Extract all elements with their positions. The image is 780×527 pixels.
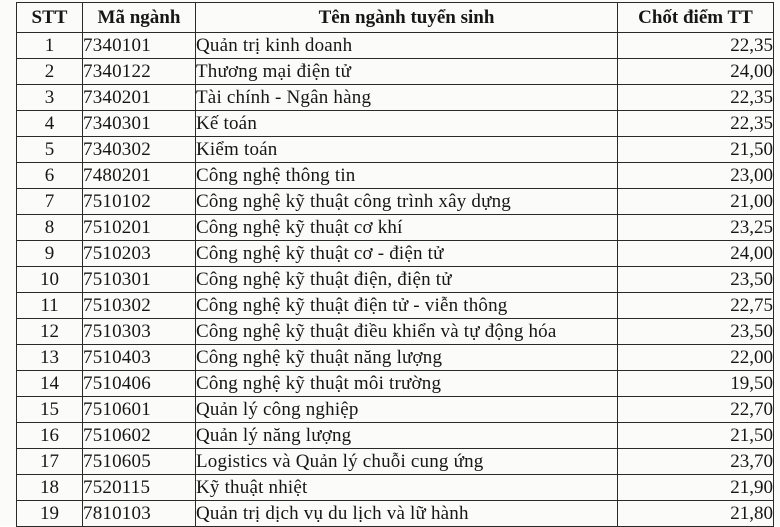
cell-stt: 16	[17, 423, 83, 449]
cell-cutoff-score: 23,00	[618, 163, 774, 189]
cell-stt: 12	[17, 319, 83, 345]
table-row	[17, 345, 774, 371]
cell-cutoff-score: 23,50	[618, 319, 774, 345]
cell-cutoff-score: 21,50	[618, 137, 774, 163]
cell-major-code: 7340301	[83, 111, 196, 137]
cell-stt: 13	[17, 345, 83, 371]
cell-major-code: 7480201	[83, 163, 196, 189]
cell-stt: 2	[17, 59, 83, 85]
cell-major-name: Kiểm toán	[196, 137, 618, 163]
cell-cutoff-score: 23,70	[618, 449, 774, 475]
table-row	[17, 397, 774, 423]
cell-major-code: 7510403	[83, 345, 196, 371]
table-row	[17, 319, 774, 345]
cell-major-name: Công nghệ kỹ thuật điện tử - viễn thông	[196, 293, 618, 319]
cell-stt: 15	[17, 397, 83, 423]
cell-major-name: Công nghệ thông tin	[196, 163, 618, 189]
cell-major-code: 7510303	[83, 319, 196, 345]
cell-stt: 18	[17, 475, 83, 501]
table-row	[17, 215, 774, 241]
cell-major-name: Công nghệ kỹ thuật công trình xây dựng	[196, 189, 618, 215]
table-row	[17, 267, 774, 293]
cell-major-code: 7510302	[83, 293, 196, 319]
cell-major-code: 7510601	[83, 397, 196, 423]
table-row	[17, 189, 774, 215]
cell-major-code: 7510301	[83, 267, 196, 293]
cell-stt: 14	[17, 371, 83, 397]
cell-cutoff-score: 22,35	[618, 33, 774, 59]
cell-cutoff-score: 24,00	[618, 59, 774, 85]
cell-stt: 3	[17, 85, 83, 111]
admission-score-table	[16, 2, 774, 527]
cell-cutoff-score: 23,50	[618, 267, 774, 293]
header-stt: STT	[17, 3, 83, 33]
table-row	[17, 371, 774, 397]
cell-major-code: 7340122	[83, 59, 196, 85]
header-cutoff-score: Chốt điểm TT	[618, 3, 774, 33]
table-row	[17, 163, 774, 189]
cell-cutoff-score: 21,80	[618, 501, 774, 527]
cell-major-name: Công nghệ kỹ thuật điện, điện tử	[196, 267, 618, 293]
table-row	[17, 59, 774, 85]
cell-major-name: Quản lý công nghiệp	[196, 397, 618, 423]
table-row	[17, 423, 774, 449]
cell-cutoff-score: 21,50	[618, 423, 774, 449]
table-row	[17, 241, 774, 267]
cell-cutoff-score: 21,90	[618, 475, 774, 501]
cell-stt: 4	[17, 111, 83, 137]
header-major-name: Tên ngành tuyển sinh	[196, 3, 618, 33]
cell-major-code: 7520115	[83, 475, 196, 501]
cell-major-code: 7510602	[83, 423, 196, 449]
cell-stt: 10	[17, 267, 83, 293]
table-body	[17, 33, 774, 527]
table-row	[17, 293, 774, 319]
cell-cutoff-score: 23,25	[618, 215, 774, 241]
cell-major-name: Công nghệ kỹ thuật năng lượng	[196, 345, 618, 371]
cell-major-name: Quản trị dịch vụ du lịch và lữ hành	[196, 501, 618, 527]
cell-major-code: 7510406	[83, 371, 196, 397]
cell-major-code: 7340201	[83, 85, 196, 111]
table-row	[17, 501, 774, 527]
table-header	[17, 3, 774, 33]
cell-stt: 8	[17, 215, 83, 241]
cell-stt: 9	[17, 241, 83, 267]
table-row	[17, 475, 774, 501]
cell-stt: 11	[17, 293, 83, 319]
cell-stt: 17	[17, 449, 83, 475]
cell-cutoff-score: 22,00	[618, 345, 774, 371]
header-row	[17, 3, 774, 33]
cell-major-name: Kế toán	[196, 111, 618, 137]
cell-major-name: Kỹ thuật nhiệt	[196, 475, 618, 501]
cell-major-code: 7510605	[83, 449, 196, 475]
cell-cutoff-score: 22,35	[618, 85, 774, 111]
cell-stt: 6	[17, 163, 83, 189]
table-row	[17, 449, 774, 475]
cell-major-name: Logistics và Quản lý chuỗi cung ứng	[196, 449, 618, 475]
cell-major-name: Thương mại điện tử	[196, 59, 618, 85]
cell-major-code: 7810103	[83, 501, 196, 527]
cell-major-name: Công nghệ kỹ thuật cơ khí	[196, 215, 618, 241]
header-major-code: Mã ngành	[83, 3, 196, 33]
cell-major-code: 7340302	[83, 137, 196, 163]
table-row	[17, 85, 774, 111]
cell-stt: 7	[17, 189, 83, 215]
cell-cutoff-score: 22,35	[618, 111, 774, 137]
table-row	[17, 111, 774, 137]
cell-major-name: Công nghệ kỹ thuật môi trường	[196, 371, 618, 397]
cell-cutoff-score: 21,00	[618, 189, 774, 215]
cell-cutoff-score: 22,75	[618, 293, 774, 319]
cell-major-name: Công nghệ kỹ thuật điều khiển và tự động hóa	[196, 319, 618, 345]
cell-major-name: Quản lý năng lượng	[196, 423, 618, 449]
cell-stt: 5	[17, 137, 83, 163]
cell-major-code: 7510102	[83, 189, 196, 215]
cell-cutoff-score: 24,00	[618, 241, 774, 267]
cell-stt: 19	[17, 501, 83, 527]
cell-cutoff-score: 19,50	[618, 371, 774, 397]
cell-major-code: 7510203	[83, 241, 196, 267]
table-row	[17, 33, 774, 59]
cell-major-name: Công nghệ kỹ thuật cơ - điện tử	[196, 241, 618, 267]
cell-cutoff-score: 22,70	[618, 397, 774, 423]
cell-major-code: 7510201	[83, 215, 196, 241]
cell-major-name: Quản trị kinh doanh	[196, 33, 618, 59]
cell-major-name: Tài chính - Ngân hàng	[196, 85, 618, 111]
table-row	[17, 137, 774, 163]
cell-major-code: 7340101	[83, 33, 196, 59]
cell-stt: 1	[17, 33, 83, 59]
